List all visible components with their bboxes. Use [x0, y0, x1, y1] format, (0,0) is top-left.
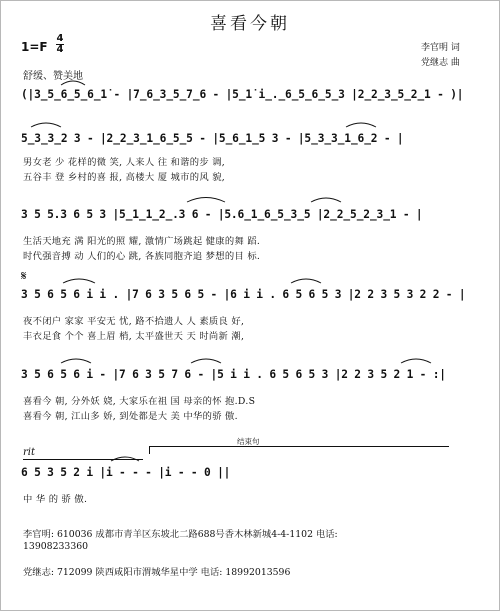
key-signature: 1=F — [21, 40, 48, 54]
lyrics-line-5-verse-1: 喜看今 朝, 分外妖 娆, 大家乐在祖 国 母亲的怀 抱.D.S — [23, 396, 256, 407]
score-line-1: (|3̲5̲6̲5̲6̲1̇ - |7̲6̲3̲5̲7̲6 - |5̲1̇ i̲.̲6̲5̲6̲5̲3 |2̲2̲3̲5̲2̲1 - )| — [21, 88, 464, 101]
tempo-marking: 舒缓、赞美地 — [23, 71, 83, 82]
score-line-5: 3 5 6 5 6 i - |7 6 3 5 7 6 - |5 i i . 6 5 6 5 3 |2 2 3 5 2 1 - :| — [21, 368, 446, 381]
contact-lyricist-phone: 13908233360 — [23, 541, 89, 552]
score-line-4: 3 5 6 5 6 i i . |7 6 3 5 6 5 - |6 i i . 6 5 6 5 3 |2 2 3 5 3 2 2 - | — [21, 288, 466, 301]
score-line-3: 3 5 5.3 6 5 3 |5̲1̲1̲2̲.3 6 - |5.6̲1̲6̲5̲3̲5 |2̲2̲5̲2̲3̲1 - | — [21, 208, 423, 221]
lyrics-line-5-verse-2: 喜看今 朝, 江山多 娇, 到处都是大 美 中华的骄 傲. — [23, 411, 238, 422]
lyrics-line-4-verse-1: 夜不闭户 家家 平安无 忧, 路不拾遗人 人 素质良 好, — [23, 316, 245, 327]
lyrics-line-2-verse-2: 五谷丰 登 乡村的喜 报, 高楼大 厦 城市的风 貌, — [23, 172, 226, 183]
song-title: 喜看今朝 — [210, 14, 290, 34]
lyrics-line-6: 中 华 的 骄 傲. — [23, 494, 88, 505]
composer-credit: 党继志 曲 — [421, 58, 460, 68]
lyrics-line-3-verse-2: 时代强音搏 动 人们的心 跳, 各族同胞齐追 梦想的目 标. — [23, 251, 261, 262]
lyrics-line-2-verse-1: 男女老 少 花样的微 笑, 人来人 往 和谐的步 调, — [23, 157, 226, 168]
time-signature: 4 4 — [56, 33, 64, 55]
score-line-2: 5̲3̲3̲2 3 - |2̲2̲3̲1̲6̲5̲5 - |5̲6̲1̲5 3 - |5̲3̲3̲1̲6̲2 - | — [21, 132, 404, 145]
contact-lyricist: 李官明: 610036 成都市青羊区东坡北二路688号香木林新城4-4-1102 电话: — [23, 529, 338, 540]
segno-sign: 𝄋 — [21, 269, 27, 284]
contact-composer: 党继志: 712099 陕西咸阳市渭城华星中学 电话: 18992013596 — [23, 567, 291, 578]
slur-marks — [1, 1, 499, 610]
lyricist-credit: 李官明 词 — [421, 43, 460, 53]
rit-marking: rit — [23, 447, 35, 458]
score-line-6: 6 5 3 5 2 i |i - - - |i - - 0 || — [21, 466, 231, 479]
lyrics-line-4-verse-2: 丰衣足食 个个 喜上眉 梢, 太平盛世天 天 时尚新 潮, — [23, 331, 245, 342]
lyrics-line-3-verse-1: 生活天地充 满 阳光的照 耀, 激情广场跳起 健康的舞 蹈. — [23, 236, 261, 247]
ending-label: 结束句 — [237, 437, 260, 446]
